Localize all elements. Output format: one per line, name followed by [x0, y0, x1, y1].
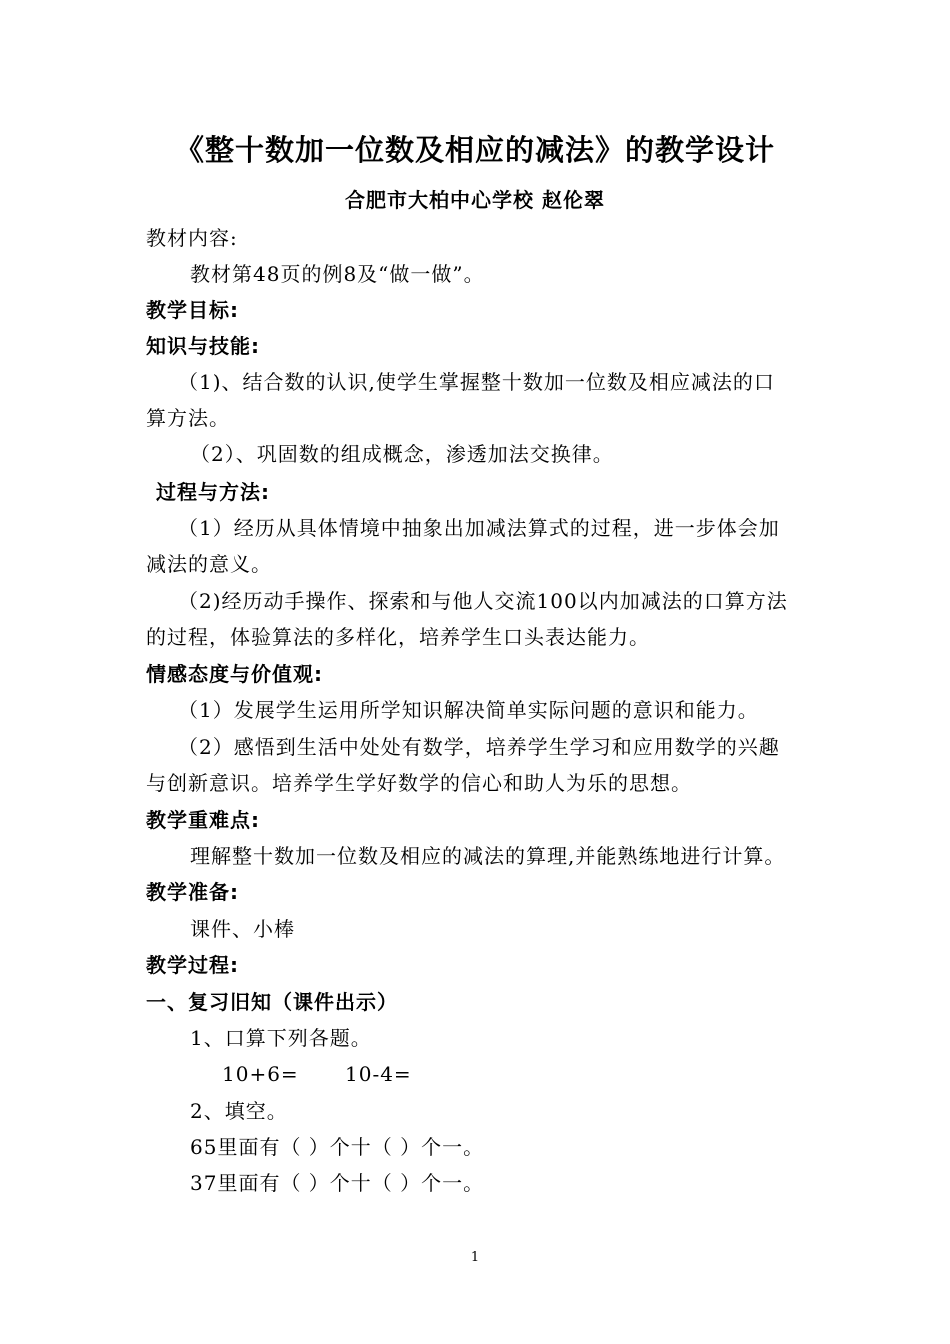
- document-title: 《整十数加一位数及相应的减法》的教学设计: [174, 133, 775, 167]
- procedure-heading: 教学过程:: [146, 953, 239, 977]
- calc-a: 10+6=: [222, 1062, 299, 1086]
- process-heading: 过程与方法:: [156, 480, 270, 504]
- knowledge-heading: 知识与技能:: [146, 334, 260, 358]
- calc-b: 10-4=: [345, 1062, 412, 1086]
- process-item-2-line-2: 的过程，体验算法的多样化，培养学生口头表达能力。: [146, 625, 650, 649]
- emotion-heading: 情感态度与价值观:: [146, 662, 323, 686]
- content-heading: 教材内容:: [146, 226, 238, 250]
- process-item-1-line-2: 减法的意义。: [146, 552, 272, 576]
- process-item-2-line-1: （2)经历动手操作、探索和与他人交流100以内加减法的口算方法: [178, 589, 788, 613]
- emotion-item-2-line-2: 与创新意识。培养学生学好数学的信心和助人为乐的思想。: [146, 771, 692, 795]
- preparation-text: 课件、小棒: [190, 917, 295, 941]
- content-text: 教材第48页的例8及“做一做”。: [190, 262, 485, 286]
- emotion-item-2-line-1: （2）感悟到生活中处处有数学，培养学生学习和应用数学的兴趣: [178, 735, 780, 759]
- fill-blank-2: 37里面有（ ）个十（ ）个一。: [190, 1171, 485, 1195]
- fill-blank-1: 65里面有（ ）个十（ ）个一。: [190, 1135, 485, 1159]
- task-1: 1、口算下列各题。: [190, 1026, 372, 1050]
- section-1-heading: 一、复习旧知（课件出示）: [146, 990, 398, 1014]
- knowledge-item-2: （2）、巩固数的组成概念，渗透加法交换律。: [190, 442, 614, 466]
- key-points-heading: 教学重难点:: [146, 808, 260, 832]
- key-points-text: 理解整十数加一位数及相应的减法的算理,并能熟练地进行计算。: [190, 844, 786, 868]
- task-2: 2、填空。: [190, 1099, 288, 1123]
- process-item-1-line-1: （1）经历从具体情境中抽象出加减法算式的过程，进一步体会加: [178, 516, 780, 540]
- objectives-heading: 教学目标:: [146, 298, 239, 322]
- emotion-item-1: （1）发展学生运用所学知识解决简单实际问题的意识和能力。: [178, 698, 759, 722]
- preparation-heading: 教学准备:: [146, 880, 239, 904]
- author-line: 合肥市大柏中心学校 赵伦翠: [345, 188, 605, 212]
- page-number: 1: [470, 1250, 480, 1265]
- knowledge-item-1-line-2: 算方法。: [146, 406, 230, 430]
- knowledge-item-1-line-1: （1)、结合数的认识,使学生掌握整十数加一位数及相应减法的口: [178, 370, 775, 394]
